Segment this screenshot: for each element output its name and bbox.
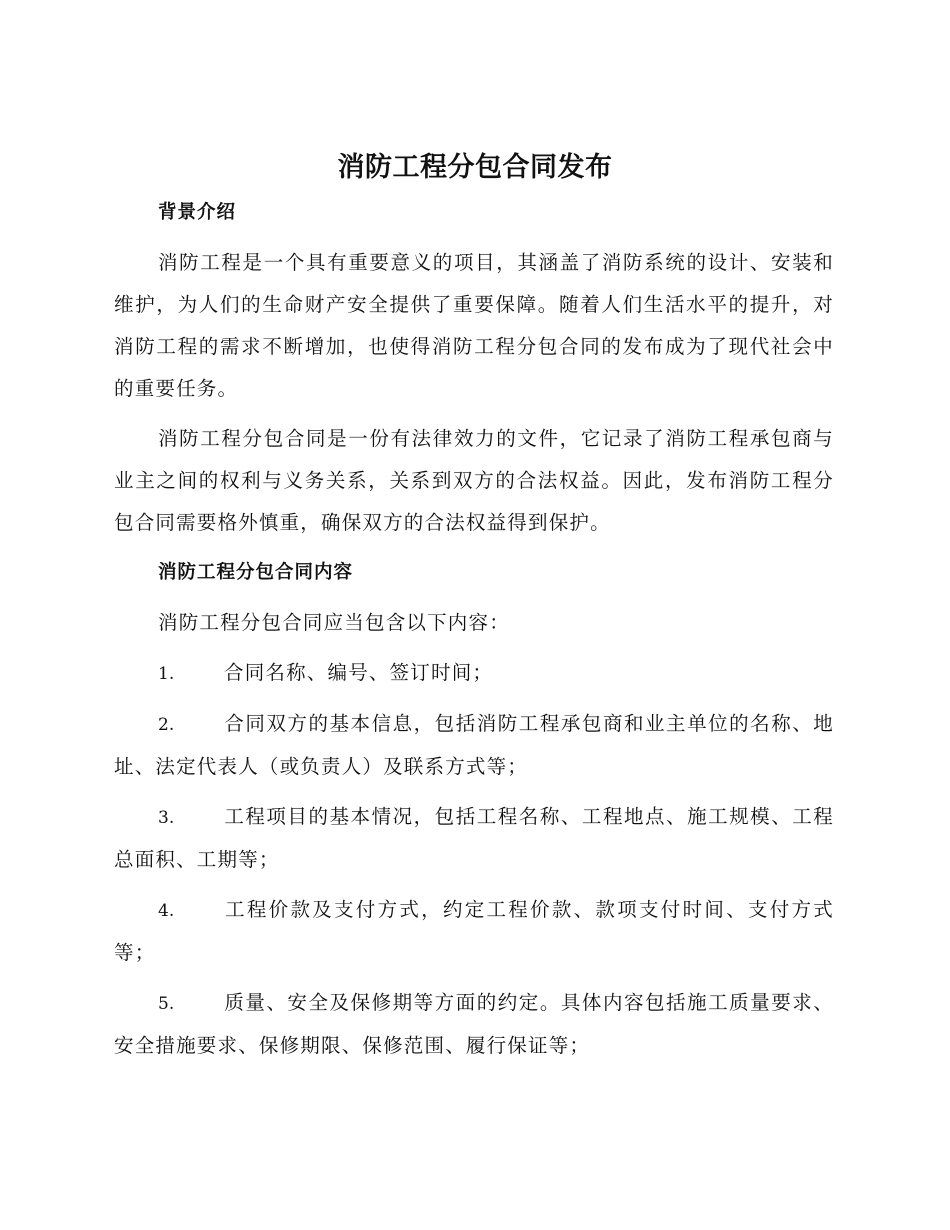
list-number: 5.: [158, 994, 175, 1014]
list-item: [114, 982, 834, 1067]
section-heading-background: 背景介绍: [158, 202, 237, 223]
list-number: 4.: [158, 901, 175, 921]
list-item: [114, 703, 834, 788]
list-number: 3.: [158, 808, 175, 828]
paragraph-intro: 消防工程分包合同应当包含以下内容：: [158, 611, 510, 634]
list-item: [114, 889, 834, 974]
list-text: 合同双方的基本信息，包括消防工程承包商和业主单位的名称、地址、法定代表人（或负责人）及联系方式等；: [114, 712, 834, 778]
list-text: 合同名称、编号、签订时间；: [224, 661, 494, 684]
list-text: 工程项目的基本情况，包括工程名称、工程地点、施工规模、工程总面积、工期等；: [114, 805, 834, 871]
paragraph: 消防工程分包合同是一份有法律效力的文件，它记录了消防工程承包商与业主之间的权利与义务关系，关系到双方的合法权益。因此，发布消防工程分包合同需要格外慎重，确保双方的合法权益得到保护。: [114, 427, 834, 534]
document-body: [114, 192, 834, 1075]
list-text: 质量、安全及保修期等方面的约定。具体内容包括施工质量要求、安全措施要求、保修期限、保修范围、履行保证等；: [114, 991, 834, 1057]
list-item: [114, 796, 834, 881]
list-item: [114, 652, 834, 695]
list-number: 1.: [158, 664, 175, 684]
document-title: 消防工程分包合同发布: [337, 152, 613, 183]
list-number: 2.: [158, 715, 175, 735]
section-heading-contract-content: 消防工程分包合同内容: [158, 562, 354, 583]
paragraph: 消防工程是一个具有重要意义的项目，其涵盖了消防系统的设计、安装和维护，为人们的生命财产安全提供了重要保障。随着人们生活水平的提升，对消防工程的需求不断增加，也使得消防工程分包合同的发布成为了现代社会中的重要任务。: [114, 251, 834, 400]
list-text: 工程价款及支付方式，约定工程价款、款项支付时间、支付方式等；: [114, 898, 834, 964]
